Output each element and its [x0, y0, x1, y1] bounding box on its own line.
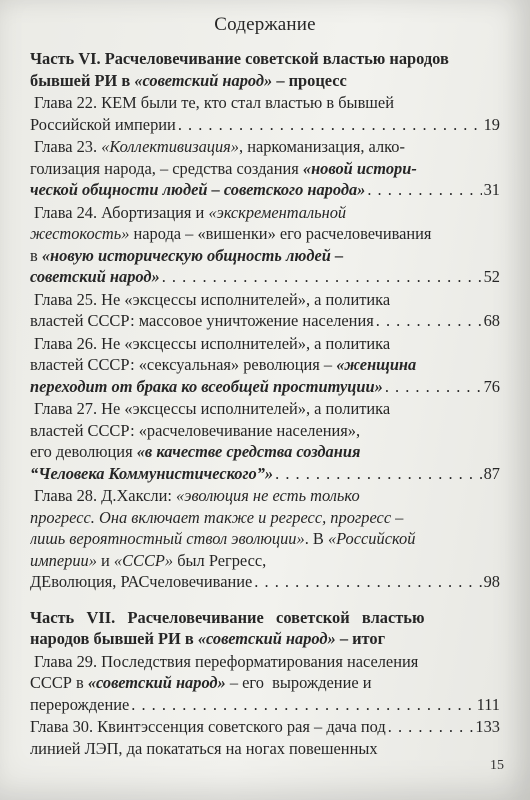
page-number: 68 — [483, 311, 500, 330]
dot-leader — [385, 376, 482, 398]
toc-entry-ch24[interactable]: Глава 24. Абортизация и «экскрементальной жестокость» народа – «вишенки» его расчеловечивания в «новую историческую общность людей – советский народ» . . . 52 — [30, 202, 500, 288]
page-title: Содержание — [214, 14, 316, 35]
table-of-contents — [30, 48, 500, 759]
toc-entry-ch28[interactable]: Глава 28. Д.Хаксли: «эволюция не есть только прогресс. Она включает также и регресс, прогресс – лишь вероятностный ствол эволюции». В «Российской империи» и «СССР» был Регресс, ДЕволюция, РАСчеловечивание . . . 98 — [30, 485, 500, 593]
page-number: 76 — [483, 376, 500, 396]
dot-leader — [254, 571, 481, 593]
dot-leader — [367, 179, 481, 201]
page-number: 98 — [483, 572, 500, 591]
part-6-line-1: Часть VI. Расчеловечивание советской властью народов — [30, 49, 449, 68]
part-7-line-2: народов бывшей РИ в «советский народ» – итог — [30, 629, 386, 648]
page-number: 52 — [483, 267, 500, 286]
dot-leader — [275, 463, 481, 485]
toc-entry-ch27[interactable]: Глава 27. Не «эксцессы исполнителей», а политика властей СССР: «расчеловечивание населения», его деволюция «в качестве средства создания “Человека Коммунистического”» . . . 87 — [30, 398, 500, 484]
page-number: 87 — [483, 463, 500, 483]
dot-leader — [178, 114, 482, 136]
dot-leader — [131, 694, 474, 716]
dot-leader — [376, 310, 482, 332]
toc-entry-ch26[interactable]: Глава 26. Не «эксцессы исполнителей», а политика властей СССР: «сексуальная» революция – «женщина переходит от брака ко всеобщей проституции» . . . 76 — [30, 333, 500, 398]
part-7-line-1: Часть VII. Расчеловечивание советской властью — [30, 607, 425, 627]
toc-entry-ch23[interactable]: Глава 23. «Коллективизация», наркоманизация, алко- голизация народа, – средства создания «новой истори- ческой общности людей – советского народа» . . . 31 — [30, 136, 500, 201]
dot-leader — [388, 716, 474, 738]
page-number: 31 — [483, 180, 500, 199]
page-folio: 15 — [490, 758, 504, 773]
dot-leader — [162, 266, 482, 288]
toc-entry-ch29[interactable]: Глава 29. Последствия переформатирования населения СССР в «советский народ» – его вырождение и перерождение . . . 111 — [30, 651, 500, 716]
toc-entry-ch30[interactable]: Глава 30. Квинтэссенция советского рая – дача под . . . 133 линией ЛЭП, да покататься на ногах повешенных — [30, 716, 500, 759]
part-7-title — [30, 607, 500, 650]
page-number: 19 — [483, 114, 500, 134]
toc-entry-ch22[interactable]: Глава 22. КЕМ были те, кто стал властью в бывшей Российской империи . . . 19 — [30, 92, 500, 135]
page-number: 133 — [475, 717, 500, 736]
toc-entry-ch25[interactable]: Глава 25. Не «эксцессы исполнителей», а политика властей СССР: массовое уничтожение населения . . . 68 — [30, 289, 500, 332]
page-number: 111 — [476, 694, 500, 714]
part-6-line-2: бывшей РИ в «советский народ» – процесс — [30, 70, 347, 90]
part-6-title — [30, 48, 500, 91]
